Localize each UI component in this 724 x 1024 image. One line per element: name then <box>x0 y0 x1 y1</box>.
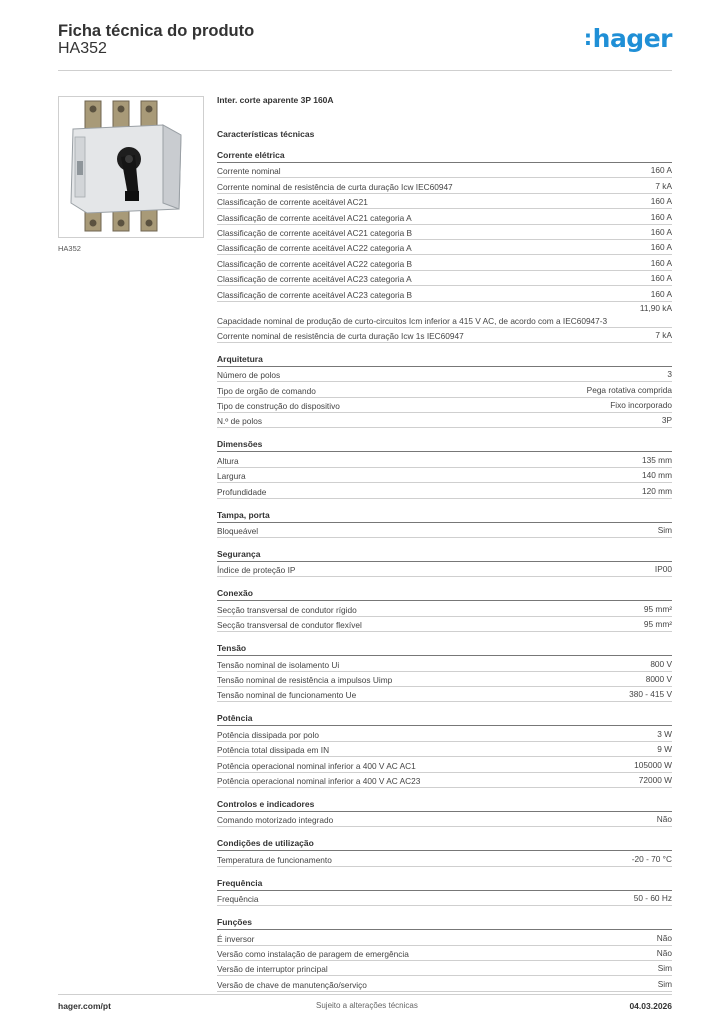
spec-label: Tensão nominal de isolamento Ui <box>217 659 340 670</box>
spec-value: 160 A <box>650 211 672 222</box>
footer-note: Sujeito a alterações técnicas <box>316 1001 418 1010</box>
product-code: HA352 <box>58 40 107 57</box>
spec-label: Capacidade nominal de produção de curto-circuitos Icm inferior a 415 V AC, de acordo com a IEC60947-3 <box>217 315 608 326</box>
spec-group-title: Tampa, porta <box>217 509 672 523</box>
spec-value: 380 - 415 V <box>629 689 672 700</box>
spec-label: Tipo de construção do dispositivo <box>217 401 340 412</box>
spec-row <box>217 891 672 906</box>
spec-value: 160 A <box>650 288 672 299</box>
spec-row <box>217 286 672 301</box>
spec-value: 140 mm <box>642 470 672 481</box>
spec-value: 3 <box>667 369 672 380</box>
spec-row <box>217 742 672 757</box>
spec-value: 160 A <box>650 242 672 253</box>
spec-group <box>217 712 672 788</box>
spec-value: -20 - 70 °C <box>631 853 672 864</box>
page-header <box>58 20 672 71</box>
spec-label: Potência total dissipada em IN <box>217 745 330 756</box>
spec-group <box>217 877 672 906</box>
spec-row <box>217 398 672 413</box>
spec-group-title: Dimensões <box>217 438 672 452</box>
spec-value: Sim <box>657 978 672 989</box>
spec-row <box>217 687 672 702</box>
spec-label: Secção transversal de condutor rígido <box>217 604 357 615</box>
spec-row <box>217 194 672 209</box>
spec-groups <box>217 149 672 992</box>
footer-website: hager.com/pt <box>58 1001 111 1011</box>
spec-label: Classificação de corrente aceitável AC22 categoria A <box>217 243 412 254</box>
spec-value: 120 mm <box>642 485 672 496</box>
spec-label: Tensão nominal de funcionamento Ue <box>217 690 357 701</box>
spec-group-title: Corrente elétrica <box>217 149 672 163</box>
spec-row <box>217 178 672 193</box>
spec-label: Classificação de corrente aceitável AC23 categoria A <box>217 274 412 285</box>
spec-row <box>217 961 672 976</box>
spec-value: 3P <box>661 415 672 426</box>
spec-value: 72000 W <box>638 774 672 785</box>
spec-group <box>217 353 672 429</box>
spec-row <box>217 225 672 240</box>
spec-value: 7 kA <box>655 180 672 191</box>
spec-row <box>217 562 672 577</box>
footer-date: 04.03.2026 <box>629 1001 672 1011</box>
spec-value: 3 W <box>657 728 672 739</box>
spec-value: Não <box>656 932 672 943</box>
spec-row <box>217 468 672 483</box>
switch-disconnector-illustration <box>59 97 203 237</box>
spec-group-title: Tensão <box>217 642 672 656</box>
spec-row <box>217 255 672 270</box>
spec-label: Altura <box>217 455 239 466</box>
page-footer <box>58 994 672 1015</box>
spec-row <box>217 930 672 945</box>
spec-row <box>217 382 672 397</box>
spec-value: 800 V <box>650 658 672 669</box>
spec-row <box>217 976 672 991</box>
spec-row <box>217 163 672 178</box>
page-title: Ficha técnica do produto <box>58 22 255 40</box>
spec-group <box>217 587 672 632</box>
spec-row <box>217 617 672 632</box>
spec-row <box>217 483 672 498</box>
spec-value: 160 A <box>650 196 672 207</box>
spec-value: 160 A <box>650 257 672 268</box>
spec-label: Corrente nominal de resistência de curta duração Icw IEC60947 <box>217 181 453 192</box>
spec-row <box>217 413 672 428</box>
spec-value: 95 mm² <box>643 619 672 630</box>
spec-label: Potência dissipada por polo <box>217 729 319 740</box>
spec-group-title: Frequência <box>217 877 672 891</box>
spec-label: Classificação de corrente aceitável AC21 categoria A <box>217 212 412 223</box>
spec-value: Não <box>656 947 672 958</box>
spec-value: Fixo incorporado <box>610 400 672 411</box>
spec-row <box>217 601 672 616</box>
spec-value: Não <box>656 814 672 825</box>
spec-row <box>217 812 672 827</box>
spec-label: Versão de interruptor principal <box>217 964 328 975</box>
spec-group-title: Potência <box>217 712 672 726</box>
spec-label: Frequência <box>217 894 259 905</box>
spec-label: Largura <box>217 471 246 482</box>
spec-group-title: Funções <box>217 916 672 930</box>
spec-label: Classificação de corrente aceitável AC22 categoria B <box>217 258 413 269</box>
spec-row <box>217 757 672 772</box>
spec-group <box>217 438 672 498</box>
spec-row <box>217 328 672 343</box>
spec-label: Temperatura de funcionamento <box>217 854 332 865</box>
spec-label: É inversor <box>217 933 255 944</box>
spec-label: Bloqueável <box>217 526 259 537</box>
spec-group-title: Arquitetura <box>217 353 672 367</box>
spec-row <box>217 240 672 255</box>
spec-group-title: Condições de utilização <box>217 837 672 851</box>
spec-label: Tipo de orgão de comando <box>217 385 316 396</box>
spec-label: Comando motorizado integrado <box>217 815 334 826</box>
spec-row <box>217 672 672 687</box>
spec-label: Secção transversal de condutor flexível <box>217 620 362 631</box>
spec-value: 160 A <box>650 226 672 237</box>
spec-value: 7 kA <box>655 329 672 340</box>
spec-label: Potência operacional nominal inferior a 400 V AC AC1 <box>217 760 416 771</box>
spec-label: Classificação de corrente aceitável AC21 <box>217 197 368 208</box>
spec-value: 95 mm² <box>643 603 672 614</box>
spec-label: Classificação de corrente aceitável AC21 categoria B <box>217 227 413 238</box>
spec-group <box>217 509 672 538</box>
product-image <box>58 96 204 238</box>
spec-value: IP00 <box>654 564 672 575</box>
spec-value: 160 A <box>650 273 672 284</box>
spec-group-title: Segurança <box>217 548 672 562</box>
spec-label: N.º de polos <box>217 416 263 427</box>
spec-group <box>217 837 672 866</box>
spec-row <box>217 209 672 224</box>
spec-group <box>217 548 672 577</box>
spec-group <box>217 798 672 827</box>
spec-label: Classificação de corrente aceitável AC23 categoria B <box>217 289 413 300</box>
spec-value: Pega rotativa comprida <box>586 384 672 395</box>
product-name: Inter. corte aparente 3P 160A <box>217 95 334 105</box>
spec-value: 11,90 kA <box>639 302 672 313</box>
spec-group-title: Conexão <box>217 587 672 601</box>
spec-row <box>217 851 672 866</box>
spec-row <box>217 773 672 788</box>
spec-row <box>217 946 672 961</box>
spec-label: Corrente nominal de resistência de curta duração Icw 1s IEC60947 <box>217 330 464 341</box>
spec-content <box>217 95 672 992</box>
spec-group-title: Controlos e indicadores <box>217 798 672 812</box>
spec-value: 50 - 60 Hz <box>633 893 672 904</box>
spec-label: Versão de chave de manutenção/serviço <box>217 979 367 990</box>
spec-label: Tensão nominal de resistência a impulsos Uimp <box>217 674 393 685</box>
spec-label: Potência operacional nominal inferior a 400 V AC AC23 <box>217 775 421 786</box>
spec-group <box>217 642 672 702</box>
spec-value: 160 A <box>650 165 672 176</box>
spec-group <box>217 149 672 343</box>
spec-row <box>217 452 672 467</box>
spec-row <box>217 271 672 286</box>
spec-label: Corrente nominal <box>217 166 281 177</box>
spec-label: Índice de proteção IP <box>217 565 296 576</box>
spec-value: Sim <box>657 525 672 536</box>
spec-value: 9 W <box>657 744 672 755</box>
spec-label: Número de polos <box>217 370 281 381</box>
spec-value: Sim <box>657 963 672 974</box>
spec-row <box>217 656 672 671</box>
hager-logo: :hager <box>583 24 672 53</box>
spec-value: 135 mm <box>642 454 672 465</box>
spec-label: Versão como instalação de paragem de emergência <box>217 948 409 959</box>
spec-value: 8000 V <box>645 673 672 684</box>
spec-group <box>217 916 672 992</box>
tech-characteristics-heading: Características técnicas <box>217 129 315 139</box>
image-caption: HA352 <box>58 244 81 253</box>
spec-row <box>217 302 672 328</box>
spec-row <box>217 523 672 538</box>
spec-value: 105000 W <box>634 759 672 770</box>
spec-row <box>217 726 672 741</box>
spec-row <box>217 367 672 382</box>
spec-label: Profundidade <box>217 486 267 497</box>
